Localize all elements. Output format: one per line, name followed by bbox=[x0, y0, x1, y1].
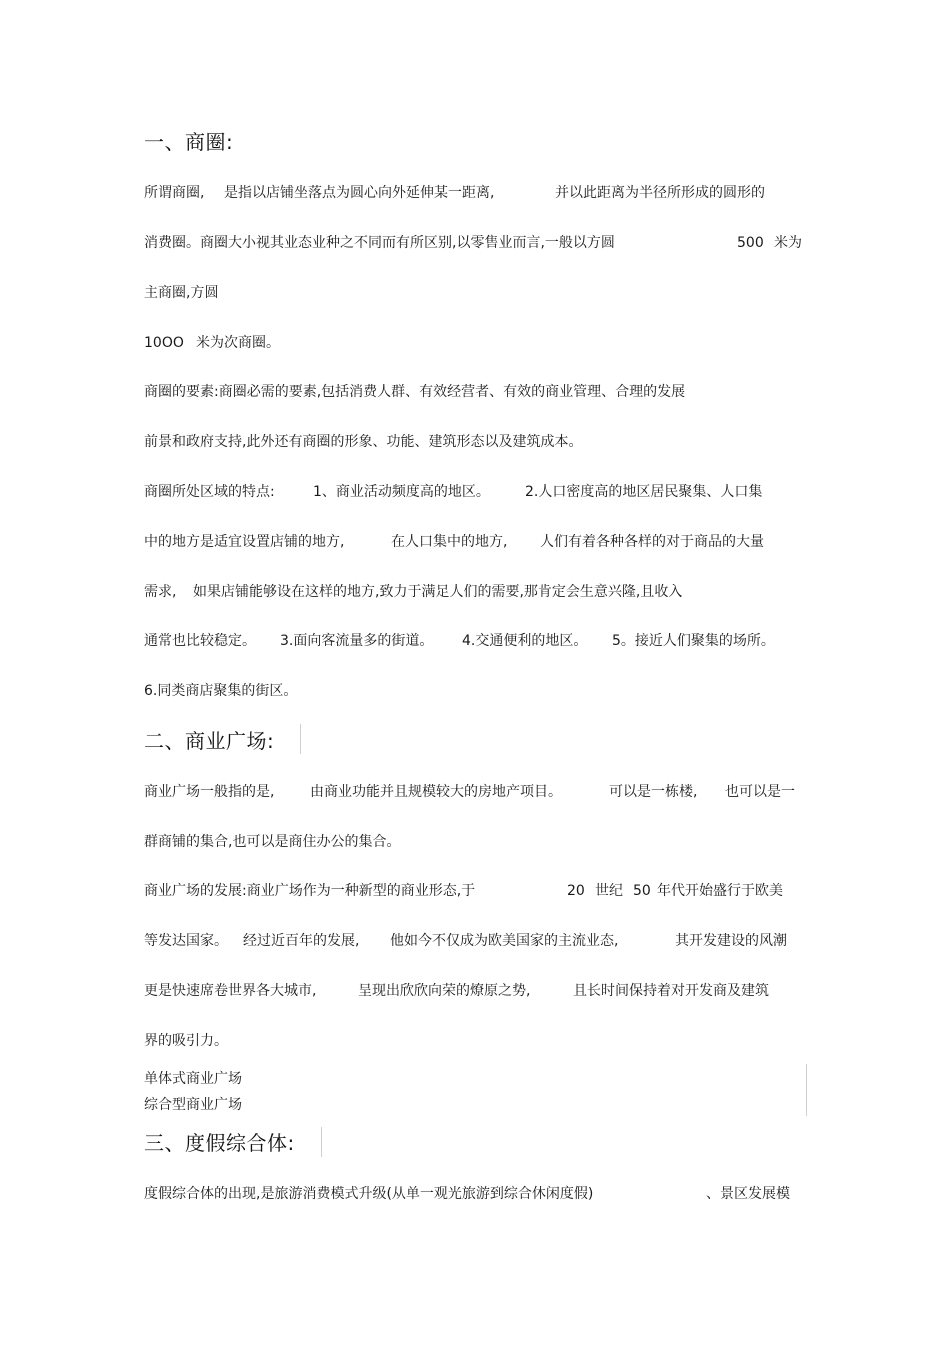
text-line: 也可以是一 bbox=[725, 784, 795, 800]
text-line: 20 bbox=[567, 883, 585, 899]
text-line: 由商业功能并且规模较大的房地产项目。 bbox=[310, 784, 562, 800]
text-line: 消费圈。商圈大小视其业态业种之不同而有所区别,以零售业而言,一般以方圆 bbox=[144, 235, 615, 251]
text-line: 米为 bbox=[774, 235, 802, 251]
text-line: 度假综合体的出现,是旅游消费模式升级(从单一观光旅游到综合休闲度假) bbox=[144, 1186, 594, 1202]
text-line: 且长时间保持着对开发商及建筑 bbox=[573, 983, 769, 999]
text-line: 是指以店铺坐落点为圆心向外延伸某一距离, bbox=[224, 185, 495, 201]
text-line: 经过近百年的发展, bbox=[243, 933, 360, 949]
text-line: 2.人口密度高的地区居民聚集、人口集 bbox=[525, 484, 763, 500]
text-line: 群商铺的集合,也可以是商住办公的集合。 bbox=[144, 834, 401, 850]
text-line: 可以是一栋楼, bbox=[609, 784, 698, 800]
text-line: 商业广场一般指的是, bbox=[144, 784, 275, 800]
text-line: 主商圈,方圆 bbox=[144, 285, 219, 301]
text-line: 通常也比较稳定。 bbox=[144, 633, 256, 649]
text-line: 其开发建设的风潮 bbox=[675, 933, 787, 949]
text-line: 在人口集中的地方, bbox=[391, 534, 508, 550]
list-item: 综合型商业广场 bbox=[144, 1097, 242, 1113]
divider bbox=[300, 724, 301, 754]
text-line: 年代开始盛行于欧美 bbox=[657, 883, 783, 899]
text-line: 中的地方是适宜设置店铺的地方, bbox=[144, 534, 345, 550]
text-line: 商业广场的发展:商业广场作为一种新型的商业形态,于 bbox=[144, 883, 476, 899]
text-line: 4.交通便利的地区。 bbox=[462, 633, 588, 649]
text-line: 米为次商圈。 bbox=[196, 335, 280, 351]
list-item: 单体式商业广场 bbox=[144, 1071, 242, 1087]
text-line: 所谓商圈, bbox=[144, 185, 205, 201]
text-line: 并以此距离为半径所形成的圆形的 bbox=[555, 185, 765, 201]
text-line: 10OO bbox=[144, 335, 184, 351]
text-line: 前景和政府支持,此外还有商圈的形象、功能、建筑形态以及建筑成本。 bbox=[144, 434, 583, 450]
text-line: 500 bbox=[737, 235, 764, 251]
text-line: 人们有着各种各样的对于商品的大量 bbox=[540, 534, 764, 550]
text-line: 如果店铺能够设在这样的地方,致力于满足人们的需要,那肯定会生意兴隆,且收入 bbox=[193, 584, 683, 600]
text-line: 世纪 bbox=[595, 883, 623, 899]
text-line: 、景区发展模 bbox=[706, 1186, 790, 1202]
text-line: 呈现出欣欣向荣的燎原之势, bbox=[358, 983, 531, 999]
text-line: 50 bbox=[633, 883, 651, 899]
text-line: 界的吸引力。 bbox=[144, 1033, 228, 1049]
divider bbox=[321, 1127, 322, 1157]
text-line: 5。接近人们聚集的场所。 bbox=[612, 633, 775, 649]
text-line: 等发达国家。 bbox=[144, 933, 228, 949]
text-line: 商圈所处区域的特点: bbox=[144, 484, 275, 500]
divider bbox=[806, 1064, 807, 1116]
text-line: 商圈的要素:商圈必需的要素,包括消费人群、有效经营者、有效的商业管理、合理的发展 bbox=[144, 384, 686, 400]
section-heading-resort-complex: 三、度假综合体: bbox=[144, 1131, 295, 1155]
section-heading-business-circle: 一、商圈: bbox=[144, 130, 234, 154]
text-line: 6.同类商店聚集的街区。 bbox=[144, 683, 298, 699]
text-line: 3.面向客流量多的街道。 bbox=[280, 633, 434, 649]
text-line: 他如今不仅成为欧美国家的主流业态, bbox=[390, 933, 619, 949]
text-line: 1、商业活动频度高的地区。 bbox=[313, 484, 490, 500]
text-line: 需求, bbox=[144, 584, 177, 600]
text-line: 更是快速席卷世界各大城市, bbox=[144, 983, 317, 999]
section-heading-commercial-plaza: 二、商业广场: bbox=[144, 729, 275, 753]
